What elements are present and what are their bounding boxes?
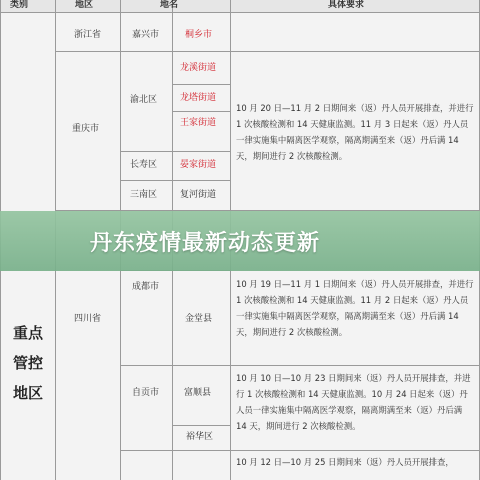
city-chengdu: 成都市	[132, 282, 160, 292]
place-longxi: 龙溪街道	[180, 63, 217, 73]
header-region: 地区	[75, 0, 94, 10]
region-chongqing: 重庆市	[72, 124, 100, 134]
region-sichuan: 四川省	[74, 314, 102, 324]
place-fuhe: 复河街道	[180, 190, 217, 200]
place-longta: 龙塔街道	[180, 93, 217, 103]
category-line-2: 管控	[12, 354, 43, 372]
category-line-3: 地区	[12, 384, 43, 402]
table-header-row	[0, 0, 480, 12]
place-yanjie: 晏家街道	[180, 160, 217, 170]
city-zigong: 自贡市	[132, 388, 160, 398]
requirement-chengdu: 10 月 19 日—11 月 1 日期间来（返）丹人员开展排查，并进行 1 次核酸检测和 14 天健康监测。11 月 2 日起来（返）丹人员一律实施集中隔离医学观察，隔离期满至来（返）丹后满 14 天，期间进行 2 次核酸检测。	[236, 279, 474, 337]
district-changshou: 长寿区	[130, 160, 158, 170]
header-requirement: 具体要求	[328, 0, 365, 10]
requirement-chongqing: 10 月 20 日—11 月 2 日期间来（返）丹人员开展排查，并进行 1 次核酸检测和 14 天健康监测。11 月 3 日起来（返）丹人员一律实施集中隔离医学观察，隔离期满至来（返）丹后满 14 天，期间进行 2 次核酸检测。	[236, 103, 474, 161]
place-fushun: 富顺县	[184, 388, 212, 398]
district-sannan: 三南区	[130, 190, 158, 200]
requirement-bottom: 10 月 12 日—10 月 25 日期间来（返）丹人员开展排查，	[236, 457, 454, 467]
header-place: 地名	[160, 0, 179, 10]
region-zhejiang: 浙江省	[74, 30, 102, 40]
banner-title: 丹东疫情最新动态更新	[90, 231, 321, 256]
district-yubei: 渝北区	[130, 95, 158, 105]
category-line-1: 重点	[12, 324, 43, 342]
city-jiaxing: 嘉兴市	[132, 30, 160, 40]
header-category: 类别	[10, 0, 29, 10]
place-jintang: 金堂县	[185, 314, 213, 324]
place-yuhua: 裕华区	[186, 432, 214, 442]
place-yuanxiang: 桐乡市	[185, 30, 213, 40]
place-wangjiajie: 王家街道	[180, 118, 217, 128]
requirement-zigong: 10 月 10 日—10 月 23 日期间来（返）丹人员开展排查，并进行 1 次核酸检测和 14 天健康监测。10 月 24 日起来（返）丹人员一律实施集中隔离医学观察，隔离期满至来（返）丹后满 14 天，期间进行 2 次核酸检测。	[236, 373, 471, 431]
